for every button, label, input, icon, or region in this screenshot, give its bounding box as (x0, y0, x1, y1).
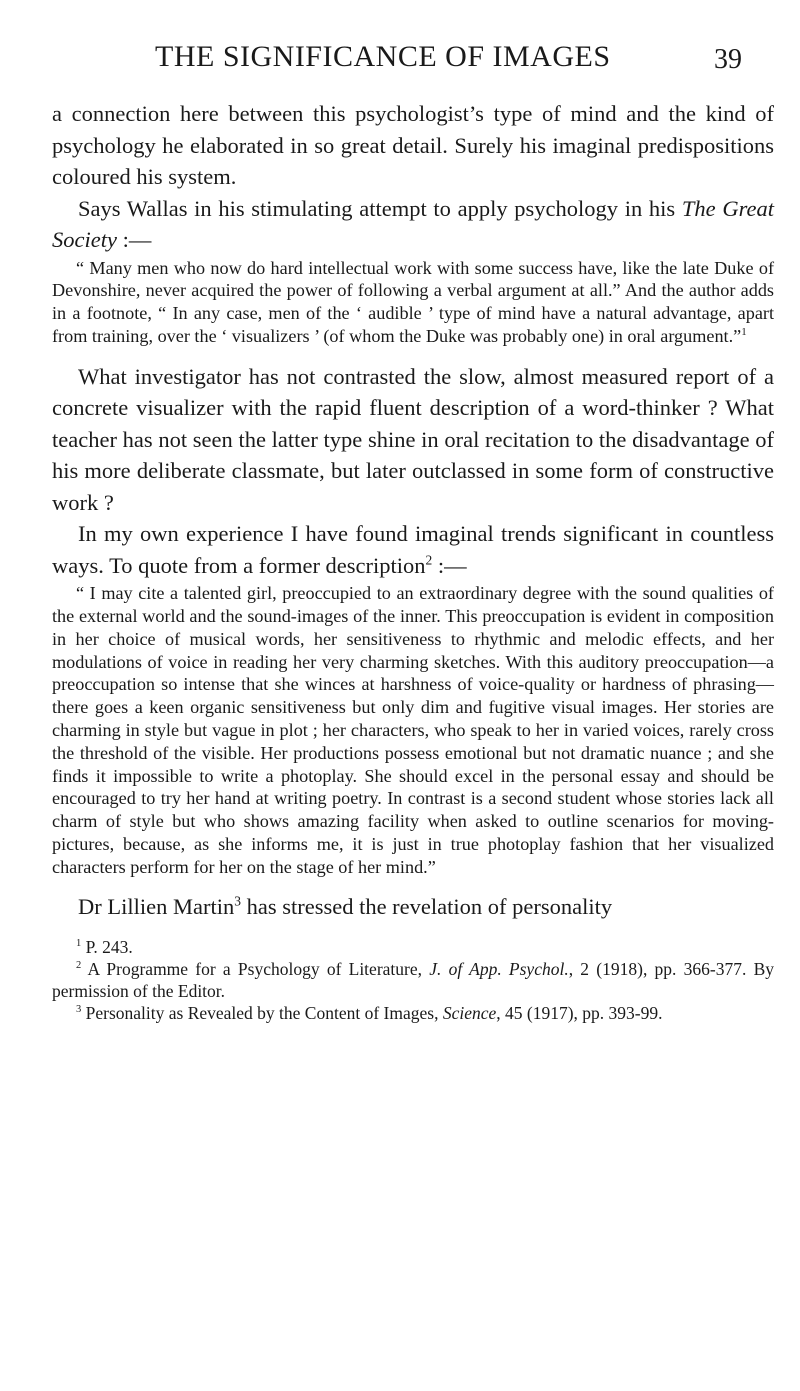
paragraph-text: Says Wallas in his stimulating attempt to apply psychology in his (78, 195, 682, 221)
journal-title: Science (442, 1003, 497, 1024)
block-quote-wallas (52, 257, 774, 348)
footnote-text: A Programme for a Psychology of Literature, (81, 959, 430, 980)
footnote-ref-1: 1 (741, 325, 747, 338)
paragraph-investigator: What investigator has not contrasted the slow, almost measured report of a concrete visualizer with the rapid fluent description of a word-thinker ? What teacher has not seen the latter type shine in oral recitation to the disadvantage of his more deliberate classmate, but later outclassed in some form of constructive work ? (52, 363, 774, 515)
page-number: 39 (714, 44, 742, 75)
footnote-3 (52, 1002, 774, 1024)
quote-text: “ Many men who now do hard intellectual work with some success have, like the late Duke of Devonshire, never acquired the power of following a verbal argument at all.” And the author adds in a footnote, “ In any case, men of the ‘ audible ’ type of mind have a natural advantage, apart from training, over the ‘ visualizers ’ (of whom the Duke was probably one) in oral argument.” (52, 257, 774, 346)
block-quote-description: “ I may cite a talented girl, preoccupied to an extraordinary degree with the sound qualities of the external world and the sound-images of the inner. This preoccupation is evident in composition in her choice of musical words, her sensitiveness to rhythmic and melodic effects, and her modulations of voice in reading her very charming sketches. With this auditory preoccupation—a preoccupation so intense that she winces at harshness of voice-quality or hardness of phrasing—there goes a keen organic sensitiveness but only dim and fugitive visual images. Her stories are charming in style but vague in plot ; her characters, who speak to her in varied voices, rarely cross the threshold of the visible. Her productions possess emotional but not dramatic nuance ; and she finds it impossible to write a photoplay. She should excel in the personal essay and should be encouraged to try her hand at writing poetry. In contrast is a second student whose stories lack all charm of style but who shows amazing facility when asked to outline scenarios for moving-pictures, because, as she informs me, it is just in true photoplay fashion that her visualized characters perform for her on the stage of her mind.” (52, 583, 774, 877)
paragraph-text: has stressed the revelation of personality (240, 893, 613, 919)
page-body (52, 98, 774, 1024)
footnote-text: P. 243. (81, 937, 133, 958)
footnote-number: 2 (76, 960, 82, 972)
page-header (0, 40, 800, 80)
footnotes (52, 936, 774, 1024)
paragraph-text: In my own experience I have found imaginal trends significant in countless ways. To quote from a former description (52, 521, 774, 578)
paragraph-martin (52, 891, 774, 923)
paragraph-text: :— (432, 552, 467, 578)
footnote-number: 1 (76, 938, 82, 950)
footnote-number: 3 (76, 1004, 82, 1016)
footnote-text: , 2 (1918), pp. 366-377. By permission of the Editor. (52, 959, 775, 1002)
paragraph-experience (52, 518, 774, 581)
paragraph-text: :— (116, 227, 152, 252)
footnote-ref-3: 3 (234, 893, 241, 909)
paragraph-continuation: a connection here between this psychologist’s type of mind and the kind of psychology he elaborated in so great detail. Surely his imaginal predispositions coloured his system. (52, 101, 774, 189)
paragraph-text: Dr Lillien Martin (78, 893, 235, 919)
book-title-great-society: The Great Society (52, 195, 774, 252)
footnote-1 (52, 936, 774, 958)
running-head: THE SIGNIFICANCE OF IMAGES (155, 40, 611, 73)
footnote-ref-2: 2 (425, 552, 433, 568)
journal-title: J. of App. Psychol. (429, 959, 569, 980)
footnote-text: Personality as Revealed by the Content of Images, (81, 1003, 443, 1024)
footnote-2 (52, 958, 774, 1002)
paragraph-wallas (52, 193, 774, 256)
footnote-text: , 45 (1917), pp. 393-99. (496, 1003, 663, 1024)
